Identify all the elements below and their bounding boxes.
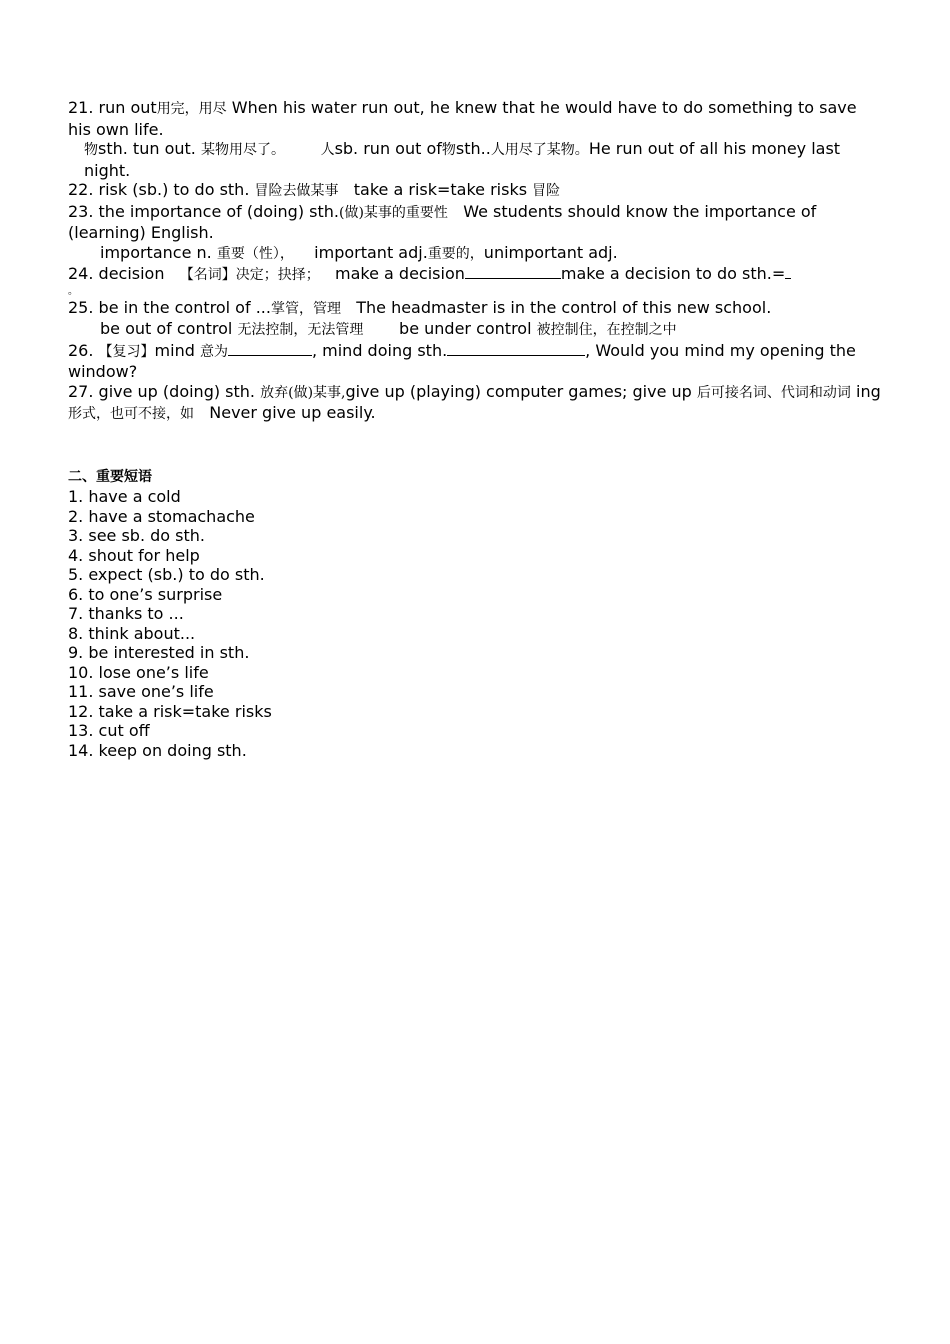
item-26-head: 26. [68, 340, 94, 360]
item-22-cn2: 冒险 [532, 183, 561, 199]
item-21 [68, 98, 884, 139]
item-26-example: , Would you mind my opening the window? [68, 340, 856, 381]
phrase-item: 14. keep on doing sth. [68, 740, 247, 760]
item-27-cn1: 放弃(做)某事, [260, 384, 346, 401]
phrase-item: 6. to one’s surprise [68, 584, 223, 604]
item-27-cn3: 形式，也可不接，如 [68, 406, 194, 422]
item-22-head: 22. risk (sb.) to do sth. [68, 180, 250, 199]
phrase-item: 9. be interested in sth. [68, 643, 250, 662]
item-21-p4: sth.. [455, 139, 491, 158]
item-21-cn4: 人 [320, 142, 335, 158]
item-21-cn1: 用完，用尽 [156, 101, 227, 117]
phrase-item: 4. shout for help [68, 545, 200, 565]
item-24 [68, 264, 884, 286]
item-26-cn2: 意为 [199, 343, 228, 360]
item-23-cn1: (做)某事的重要性 [338, 204, 448, 221]
phrase-item: 2. have a stomachache [68, 506, 255, 526]
phrase-item: 7. thanks to ... [68, 604, 184, 623]
item-26-p1: mind [154, 340, 195, 360]
item-21-cn3: 某物用尽了。 [200, 142, 285, 158]
item-21-example2: He run out of all his money last night. [84, 139, 841, 180]
item-22-cn1: 冒险去做某事 [254, 183, 339, 199]
item-23-cn3: 重要的， [427, 245, 484, 262]
item-25-p2: be out of control [100, 319, 233, 338]
item-21-cn6: 人用尽了某物。 [490, 142, 589, 158]
answer-blank[interactable] [228, 341, 312, 356]
item-25-cn1: 掌管，管理 [270, 300, 341, 317]
item-23 [68, 202, 884, 243]
item-27-cn2: 后可接名词、代词和动词 [696, 384, 851, 401]
item-22-p2: take a risk=take risks [353, 180, 528, 199]
item-25-cn3: 被控制住，在控制之中 [536, 322, 677, 338]
item-25-head: 25. be in the control of ... [68, 297, 271, 317]
item-23-cn2: 重要（性）， [216, 245, 294, 262]
item-27 [68, 382, 884, 425]
item-27-example: Never give up easily. [209, 403, 376, 422]
phrase-item: 11. save one’s life [68, 682, 214, 701]
item-24-head: 24. decision [68, 264, 165, 283]
answer-blank[interactable] [785, 264, 791, 279]
document-page [68, 98, 884, 760]
item-23-p4: unimportant adj. [483, 242, 618, 262]
phrase-item: 3. see sb. do sth. [68, 526, 205, 545]
item-24-cn1: 【名词】决定；抉择； [179, 267, 320, 283]
item-21-cn2: 物 [84, 142, 98, 158]
section-2-title: 二、重要短语 [68, 468, 152, 485]
item-25-cn2: 无法控制，无法管理 [237, 322, 364, 338]
item-21-p2: sth. tun out. [98, 139, 196, 158]
item-25 [68, 298, 884, 320]
item-24-p2: make a decision [335, 264, 465, 283]
phrase-list [68, 487, 884, 760]
answer-blank[interactable] [447, 341, 585, 356]
item-26 [68, 341, 884, 382]
item-23-p3: important adj. [314, 242, 428, 262]
item-26-cn1: 【复习】 [98, 343, 155, 360]
item-27-p3: ing [856, 381, 881, 401]
phrase-item: 5. expect (sb.) to do sth. [68, 565, 265, 584]
item-21-p3: sb. run out of [334, 139, 442, 158]
item-21-line2 [68, 139, 884, 180]
item-27-p2: give up (playing) computer games; give up [345, 381, 692, 401]
phrase-item: 8. think about... [68, 623, 196, 643]
item-23-line2 [68, 243, 884, 265]
item-21-example: When his water run out, he knew that he would have to do something to save his own life. [68, 98, 857, 139]
phrase-item: 13. cut off [68, 721, 150, 740]
item-25-line2 [68, 319, 884, 341]
phrase-item: 10. lose one’s life [68, 662, 209, 682]
item-27-head: 27. give up (doing) sth. [68, 381, 256, 401]
item-23-example: We students should know the importance of (learning) English. [68, 201, 817, 242]
item-24-p3: make a decision to do sth.= [560, 264, 786, 283]
item-23-head: 23. the importance of (doing) sth. [68, 201, 339, 221]
item-21-cn5: 物 [441, 142, 456, 158]
item-26-p2: , mind doing sth. [311, 340, 448, 360]
item-25-p3: be under control [399, 319, 532, 338]
answer-blank[interactable] [465, 264, 561, 279]
item-24-tail: 。 [68, 285, 78, 297]
item-21-head: 21. run out [68, 98, 157, 117]
item-22 [68, 180, 884, 202]
item-23-p2: importance n. [100, 242, 212, 262]
phrase-item: 1. have a cold [68, 487, 181, 506]
item-25-example: The headmaster is in the control of this new school. [356, 297, 772, 317]
phrase-item: 12. take a risk=take risks [68, 701, 272, 721]
